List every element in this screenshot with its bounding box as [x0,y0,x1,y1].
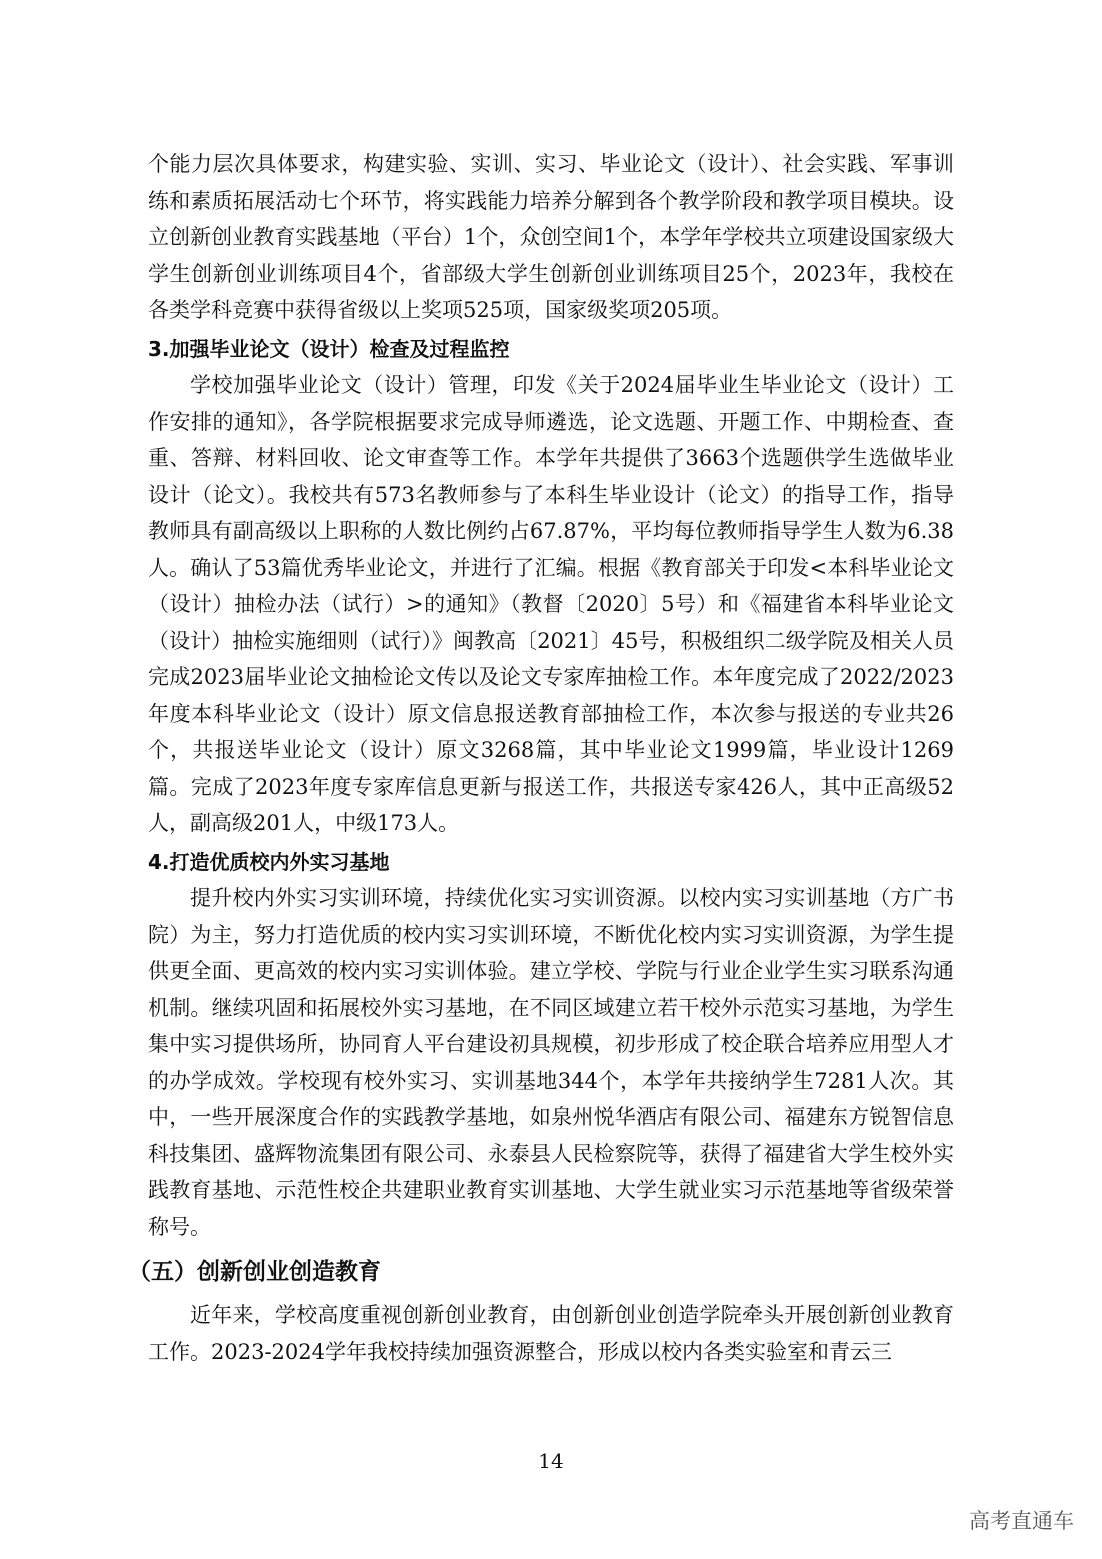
page-number: 14 [538,1449,564,1473]
paragraph-innovation-education: 近年来，学校高度重视创新创业教育，由创新创业创造学院牵头开展创新创业教育工作。2023-2024学年我校持续加强资源整合，形成以校内各类实验室和青云三 [148,1303,954,1364]
paragraph-practice-ability: 个能力层次具体要求，构建实验、实训、实习、毕业论文（设计）、社会实践、军事训练和素质拓展活动七个环节，将实践能力培养分解到各个教学阶段和教学项目模块。设立创新创业教育实践基地（平台）1个，众创空间1个，本学年学校共立项建设国家级大学生创新创业训练项目4个，省部级大学生创新创业训练项目25个，2023年，我校在各类学科竞赛中获得省级以上奖项525项，国家级奖项205项。 [148,152,954,322]
heading-thesis-monitoring: 3.加强毕业论文（设计）检查及过程监控 [148,336,510,361]
document-body [128,146,954,1370]
watermark-logo-text: 高考直通车 [969,1509,1074,1533]
paragraph-internship-bases: 提升校内外实习实训环境，持续优化实习实训资源。以校内实习实训基地（方广书院）为主，努力打造优质的校内实习实训环境，不断优化校内实习实训资源，为学生提供更全面、更高效的校内实习实训体验。建立学校、学院与行业企业学生实习联系沟通机制。继续巩固和拓展校外实习基地，在不同区域建立若干校外示范实习基地，为学生集中实习提供场所，协同育人平台建设初具规模，初步形成了校企联合培养应用型人才的办学成效。学校现有校外实习、实训基地344个，本学年共接纳学生7281人次。其中，一些开展深度合作的实践教学基地，如泉州悦华酒店有限公司、福建东方锐智信息科技集团、盛辉物流集团有限公司、永泰县人民检察院等，获得了福建省大学生校外实践教育基地、示范性校企共建职业教育实训基地、大学生就业实习示范基地等省级荣誉称号。 [148,886,954,1239]
section-title-innovation: （五）创新创业创造教育 [128,1259,381,1285]
heading-internship-bases: 4.打造优质校内外实习基地 [148,849,390,874]
paragraph-thesis-management: 学校加强毕业论文（设计）管理，印发《关于2024届毕业生毕业论文（设计）工作安排的通知》，各学院根据要求完成导师遴选，论文选题、开题工作、中期检查、查重、答辩、材料回收、论文审查等工作。本学年共提供了3663个选题供学生选做毕业设计（论文）。我校共有573名教师参与了本科生毕业设计（论文）的指导工作，指导教师具有副高级以上职称的人数比例约占67.87%，平均每位教师指导学生人数为6.38人。确认了53篇优秀毕业论文，并进行了汇编。根据《教育部关于印发<本科毕业论文（设计）抽检办法（试行）>的通知》（教督〔2020〕5号）和《福建省本科毕业论文（设计）抽检实施细则（试行）》闽教高〔2021〕45号，积极组织二级学院及相关人员完成2023届毕业论文抽检论文传以及论文专家库抽检工作。本年度完成了2022/2023年度本科毕业论文（设计）原文信息报送教育部抽检工作，本次参与报送的专业共26个，共报送毕业论文（设计）原文3268篇，其中毕业论文1999篇，毕业设计1269篇。完成了2023年度专家库信息更新与报送工作，共报送专家426人，其中正高级52人，副高级201人，中级173人。 [148,373,954,835]
